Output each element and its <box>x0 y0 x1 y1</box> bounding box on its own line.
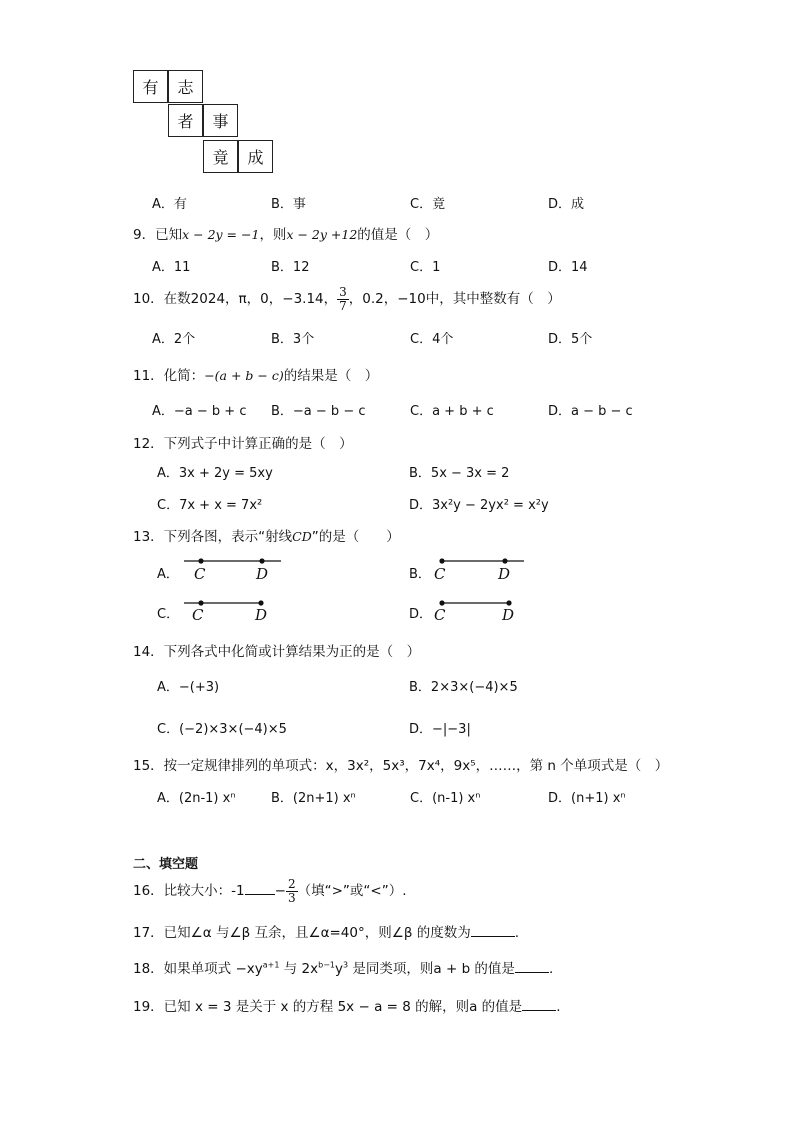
q9-option-a[interactable]: A．11 <box>152 260 191 275</box>
q18-stem-pre: 18．如果单项式 −xy <box>133 961 263 977</box>
q8-option-a[interactable]: A．有 <box>152 197 187 212</box>
q16-frac-den: 3 <box>287 890 296 905</box>
q18-exp1: a+1 <box>262 960 280 970</box>
q13-c-label-d: D <box>255 606 268 624</box>
q13-a-label-c: C <box>194 565 206 583</box>
q11-expr: −(a + b − c) <box>204 368 284 383</box>
q17-answer-blank[interactable] <box>471 923 515 937</box>
q13-b-label-d: D <box>498 565 511 583</box>
q13-option-d[interactable]: D． <box>409 607 433 622</box>
q15-option-d[interactable]: D．(n+1) xⁿ <box>548 791 626 806</box>
q19-answer-blank[interactable] <box>522 997 556 1011</box>
q14-option-d[interactable]: D．−|−3| <box>409 722 471 737</box>
q18-stem <box>133 957 553 977</box>
q11-stem <box>133 364 378 384</box>
q9-stem-pre: 9．已知 <box>133 227 183 243</box>
q9-option-d[interactable]: D．14 <box>548 260 588 275</box>
q18-end: . <box>548 961 554 977</box>
net-cell: 成 <box>238 140 273 173</box>
q10-option-b[interactable]: B．3个 <box>271 332 315 347</box>
q8-option-b[interactable]: B．事 <box>271 197 306 212</box>
q11-option-d[interactable]: D．a − b − c <box>548 404 633 419</box>
q16-answer-blank[interactable] <box>245 881 275 895</box>
q9-option-b[interactable]: B．12 <box>271 260 310 275</box>
section-title: 二、填空题 <box>133 857 199 872</box>
q12-option-b[interactable]: B．5x − 3x = 2 <box>409 466 510 481</box>
q13-cd: CD <box>292 529 312 544</box>
q12-option-a[interactable]: A．3x + 2y = 5xy <box>157 466 273 481</box>
q13-option-b[interactable]: B． <box>409 567 431 582</box>
q13-stem-pre: 13．下列各图，表示“射线 <box>133 529 293 545</box>
q11-option-a[interactable]: A．−a − b + c <box>152 404 247 419</box>
q18-exp2: b−1 <box>318 960 336 970</box>
q10-option-a[interactable]: A．2个 <box>152 332 196 347</box>
q10-option-c[interactable]: C．4个 <box>410 332 454 347</box>
q9-stem-post: 的值是（ ） <box>357 227 439 243</box>
q16-stem-post: （填“>”或“<”）. <box>297 883 407 899</box>
q14-option-c[interactable]: C．(−2)×3×(−4)×5 <box>157 722 287 737</box>
q10-stem-pre: 10．在数2024，π，0，−3.14， <box>133 291 338 307</box>
q17-stem <box>133 921 519 941</box>
q9-stem-mid: ，则 <box>259 227 287 243</box>
q13-d-label-c: C <box>434 606 446 624</box>
q10-frac-num: 3 <box>339 284 347 299</box>
q11-option-b[interactable]: B．−a − b − c <box>271 404 366 419</box>
q9-given: x − 2y = −1 <box>182 227 260 242</box>
q13-stem <box>133 525 400 545</box>
q11-stem-pre: 11．化简： <box>133 368 205 384</box>
q9-option-c[interactable]: C．1 <box>410 260 441 275</box>
q13-option-a[interactable]: A． <box>157 567 179 582</box>
q16-stem <box>133 876 406 906</box>
net-cell: 事 <box>203 104 238 137</box>
q13-figure-b <box>438 556 528 566</box>
q18-stem-post: 是同类项，则a + b 的值是 <box>348 961 515 977</box>
q18-exp3: 3 <box>343 960 349 970</box>
q11-option-c[interactable]: C．a + b + c <box>410 404 494 419</box>
q14-option-b[interactable]: B．2×3×(−4)×5 <box>409 680 518 695</box>
q15-option-c[interactable]: C．(n-1) xⁿ <box>410 791 481 806</box>
q17-stem-pre: 17．已知∠α 与∠β 互余，且∠α=40°，则∠β 的度数为 <box>133 925 471 941</box>
q16-stem-pre: 16．比较大小：-1 <box>133 883 245 899</box>
net-cell: 志 <box>168 70 203 103</box>
q15-stem: 15．按一定规律排列的单项式：x，3x²，5x³，7x⁴，9x⁵，……，第 n 个单项式是（ ） <box>133 758 669 774</box>
net-cell: 竟 <box>203 140 238 173</box>
q15-option-b[interactable]: B．(2n+1) xⁿ <box>271 791 356 806</box>
q19-stem-post: . <box>556 999 561 1015</box>
q16-frac-num: 2 <box>287 876 296 891</box>
q12-option-d[interactable]: D．3x²y − 2yx² = x²y <box>409 498 549 513</box>
q13-stem-post: ”的是（ ） <box>311 529 400 545</box>
q13-c-label-c: C <box>192 606 204 624</box>
q10-option-d[interactable]: D．5个 <box>548 332 593 347</box>
q11-stem-post: 的结果是（ ） <box>283 368 379 384</box>
q18-mid: 与 2x <box>279 961 319 977</box>
q14-stem: 14．下列各式中化简或计算结果为正的是（ ） <box>133 644 421 660</box>
q19-stem-pre: 19．已知 x = 3 是关于 x 的方程 5x − a = 8 的解，则a 的值是 <box>133 999 523 1015</box>
q12-option-c[interactable]: C．7x + x = 7x² <box>157 498 263 513</box>
q18-mid2: y <box>335 961 344 977</box>
q15-option-a[interactable]: A．(2n-1) xⁿ <box>157 791 236 806</box>
q10-frac-den: 7 <box>339 298 347 313</box>
q9-expr: x − 2y +12 <box>286 227 358 242</box>
q13-option-c[interactable]: C． <box>157 607 180 622</box>
q8-option-d[interactable]: D．成 <box>548 197 585 212</box>
q13-a-label-d: D <box>256 565 269 583</box>
q8-option-c[interactable]: C．竟 <box>410 197 446 212</box>
q14-option-a[interactable]: A．−(+3) <box>157 680 220 695</box>
q13-d-label-d: D <box>502 606 515 624</box>
q10-stem <box>133 284 561 314</box>
q17-stem-post: . <box>514 925 520 941</box>
net-cell: 者 <box>168 104 203 137</box>
q13-b-label-c: C <box>434 565 446 583</box>
q18-answer-blank[interactable] <box>515 959 549 973</box>
q19-stem <box>133 995 560 1015</box>
q16-neg: − <box>274 883 286 899</box>
q10-stem-post: ，0.2，−10中，其中整数有（ ） <box>348 291 561 307</box>
q16-fraction <box>286 878 298 905</box>
q10-fraction <box>337 286 349 313</box>
q12-stem: 12．下列式子中计算正确的是（ ） <box>133 436 353 452</box>
q9-stem <box>133 223 438 243</box>
net-cell: 有 <box>133 70 168 103</box>
